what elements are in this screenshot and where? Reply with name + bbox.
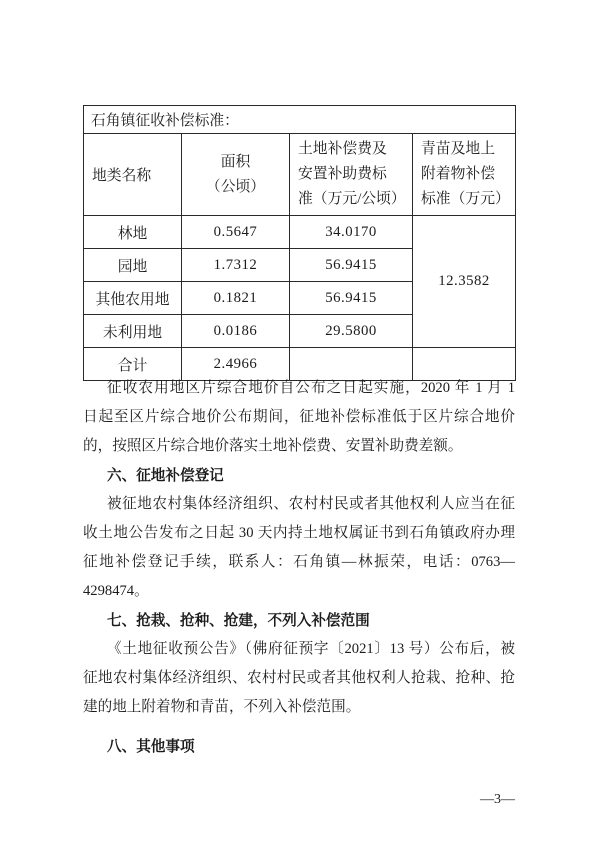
- header-land-type: 地类名称: [84, 134, 182, 216]
- land-type-cell: 未利用地: [84, 315, 182, 348]
- table-row: [84, 216, 516, 249]
- crop-fee-merged-cell: 12.3582: [413, 216, 516, 348]
- total-area: 2.4966: [182, 348, 290, 381]
- section-8-heading: 八、其他事项: [107, 738, 195, 755]
- table-header-row: [84, 134, 516, 216]
- compensation-standard-table: [83, 105, 516, 381]
- paragraph-line: 建的地上附着物和青苗，不列入补偿范围。: [83, 699, 361, 715]
- paragraph-line: 《土地征收预公告》（佛府征预字〔2021〕13 号）公布后，被: [107, 641, 515, 657]
- section-6-heading: 六、征地补偿登记: [107, 467, 224, 484]
- paragraph-line: 4298474。: [83, 583, 149, 599]
- header-land-fee: 土地补偿费及 安置补助费标 准（万元/公顷）: [290, 134, 413, 216]
- page-number: —3—: [480, 792, 515, 807]
- paragraph-line: 征收农用地区片综合地价自公布之日起实施，2020 年 1 月 1: [107, 380, 515, 396]
- paragraph-line: 征地农村集体经济组织、农村村民或者其他权利人抢栽、抢种、抢: [83, 670, 515, 686]
- paragraph-line: 的，按照区片综合地价落实土地补偿费、安置补助费差额。: [83, 438, 463, 454]
- total-label: 合计: [84, 348, 182, 381]
- header-area: 面积 （公顷）: [182, 134, 290, 216]
- land-fee-cell: 34.0170: [290, 216, 413, 249]
- land-fee-cell: 29.5800: [290, 315, 413, 348]
- paragraph-line: 收土地公告发布之日起 30 天内持土地权属证书到石角镇政府办理: [83, 525, 515, 541]
- land-type-cell: 林地: [84, 216, 182, 249]
- area-cell: 0.5647: [182, 216, 290, 249]
- area-cell: 0.0186: [182, 315, 290, 348]
- paragraph-line: 日起至区片综合地价公布期间，征地补偿标准低于区片综合地价: [83, 409, 515, 425]
- area-cell: 1.7312: [182, 249, 290, 282]
- table-title: 石角镇征收补偿标准：: [84, 106, 516, 134]
- area-cell: 0.1821: [182, 282, 290, 315]
- paragraph-line: 征地补偿登记手续，联系人：石角镇—林振荣，电话：0763—: [83, 554, 515, 570]
- paragraph-line: 被征地农村集体经济组织、农村村民或者其他权利人应当在征: [107, 496, 515, 512]
- section-7-heading: 七、抢栽、抢种、抢建，不列入补偿范围: [107, 612, 370, 629]
- land-type-cell: 园地: [84, 249, 182, 282]
- land-fee-cell: 56.9415: [290, 282, 413, 315]
- land-type-cell: 其他农用地: [84, 282, 182, 315]
- header-crop-fee: 青苗及地上 附着物补偿 标准（万元）: [413, 134, 516, 216]
- body-text: [83, 374, 515, 761]
- land-fee-cell: 56.9415: [290, 249, 413, 282]
